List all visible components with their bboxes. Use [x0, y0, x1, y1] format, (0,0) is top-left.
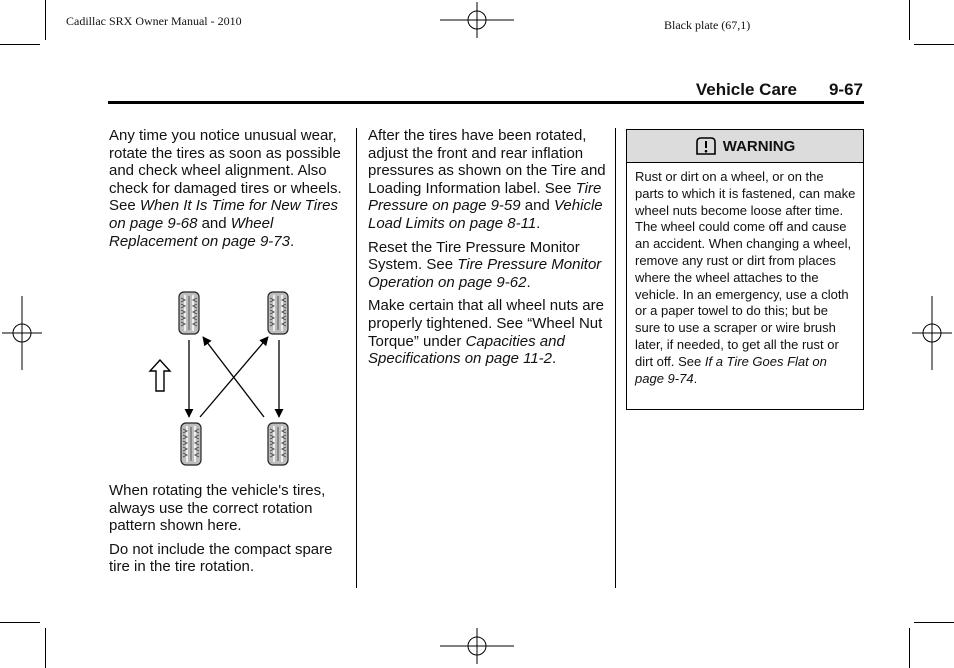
running-head — [108, 80, 863, 100]
registration-mark-bottom — [440, 628, 514, 664]
tire-front-right — [268, 292, 288, 334]
link-wheel-replacement[interactable]: Wheel Replacement on page 9-73 — [109, 214, 290, 250]
warning-box — [626, 129, 864, 410]
column-1-lower — [109, 482, 347, 582]
paragraph-adjust-pressure: After the tires have been rotated, adjust the front and rear inflation pressures as shown on the Tire and Loading Information label. See Tire Pressure on page 9-59 and Vehicle Load Limits on page 8-11. — [368, 127, 606, 232]
paragraph-compact-spare: Do not include the compact spare tire in the tire rotation. — [109, 540, 333, 576]
link-vehicle-load-limits[interactable]: Vehicle Load Limits on page 8-11 — [368, 197, 603, 232]
column-divider-1 — [356, 128, 357, 588]
tire-front-left — [179, 292, 199, 334]
registration-mark-top — [440, 2, 514, 38]
link-tpms-operation[interactable]: Tire Pressure Monitor Operation on page 9-62 — [368, 256, 602, 291]
warning-icon — [695, 136, 717, 156]
paragraph-wheel-nuts: Make certain that all wheel nuts are properly tightened. See “Wheel Nut Torque” under Capacities and Specifications on page 11-2. — [368, 297, 604, 368]
warning-title: WARNING — [722, 137, 796, 155]
tire-rotation-figure — [140, 285, 310, 475]
link-capacities[interactable]: Capacities and Specifications on page 11-2 — [368, 332, 565, 368]
column-2 — [368, 127, 608, 374]
column-divider-2 — [615, 128, 616, 588]
column-1 — [109, 127, 347, 256]
link-tire-goes-flat[interactable]: If a Tire Goes Flat on page 9-74 — [635, 353, 827, 386]
section-title: Vehicle Care — [695, 80, 797, 99]
manual-title: Cadillac SRX Owner Manual - 2010 — [66, 14, 242, 28]
header-rule — [108, 101, 864, 104]
arrow-rear-right-to-front-left — [203, 337, 264, 417]
registration-mark-left — [2, 296, 42, 370]
link-tire-pressure[interactable]: Tire Pressure on page 9-59 — [368, 179, 602, 215]
tire-rear-left — [181, 423, 201, 465]
paragraph-rotate-tires: Any time you notice unusual wear, rotate the tires as soon as possible and check wheel alignment. Also check for damaged tires or wheels. See When It Is Time for New Tires on page 9-68 and Wheel Replacement on page 9-73. — [109, 127, 342, 250]
link-new-tires[interactable]: When It Is Time for New Tires on page 9-68 — [109, 197, 338, 232]
paragraph-rotation-pattern: When rotating the vehicle's tires, always use the correct rotation pattern shown here. — [109, 482, 326, 535]
registration-mark-right — [912, 296, 952, 370]
page-number: 9-67 — [828, 80, 863, 99]
forward-direction-icon — [150, 360, 170, 391]
paragraph-reset-tpms: Reset the Tire Pressure Monitor System. See Tire Pressure Monitor Operation on page 9-62. — [368, 238, 602, 291]
tire-rear-right — [268, 423, 288, 465]
warning-header — [627, 130, 863, 163]
plate-label: Black plate (67,1) — [664, 18, 751, 32]
warning-text: Rust or dirt on a wheel, or on the parts to which it is fastened, can make wheel nuts become loose after time. The wheel could come off and cause an accident. When changing a wheel, remove any rust or dirt from places where the wheel attaches to the vehicle. In an emergency, use a cloth or a paper towel to do this; but be sure to use a scraper or wire brush later, if needed, to get all the rust or dirt off. See If a Tire Goes Flat on page 9-74. — [635, 169, 856, 386]
